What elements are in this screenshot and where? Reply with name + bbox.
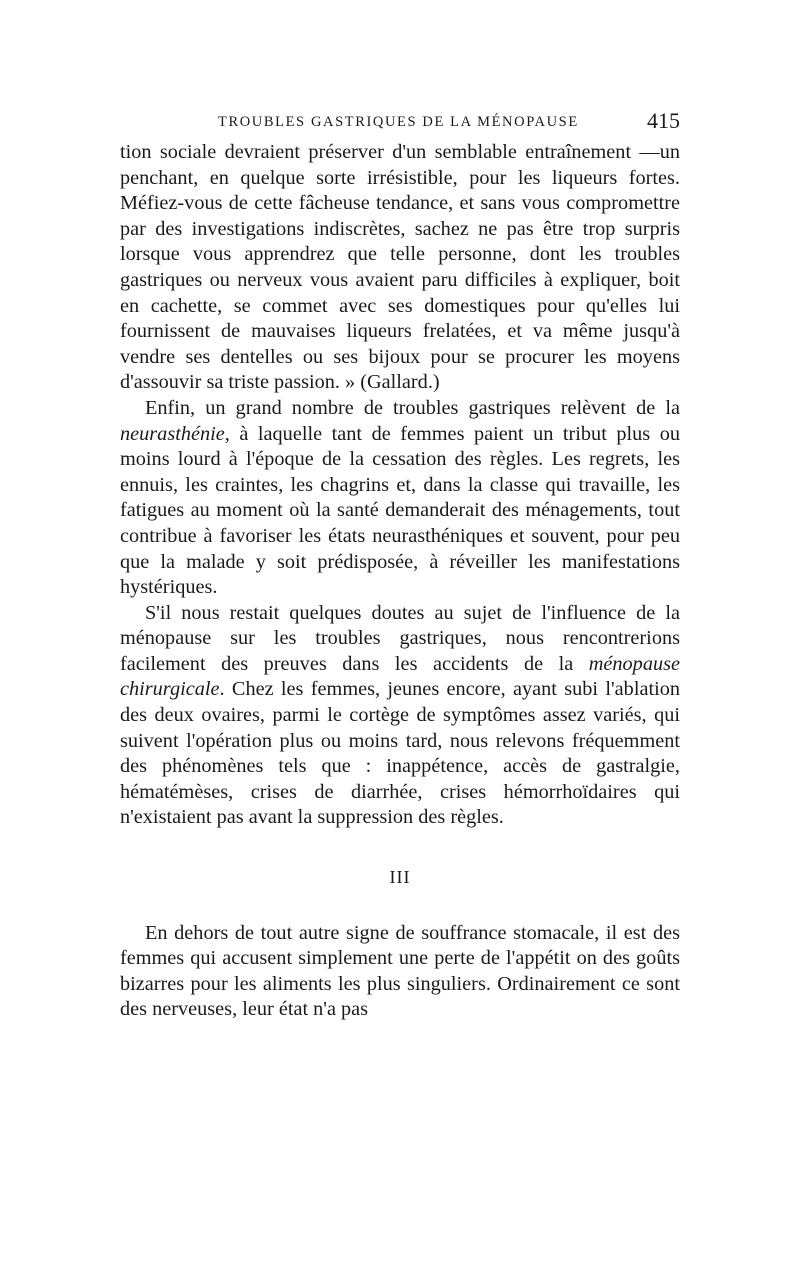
section-heading: III — [389, 867, 411, 888]
italic-term: neurasthénie — [120, 422, 225, 445]
running-title: TROUBLES GASTRIQUES DE LA MÉNOPAUSE — [218, 114, 579, 130]
paragraph-appetit: En dehors de tout autre signe de souffrance stomacale, il est des femmes qui accusent simplement une perte de l'appétit on des goûts bizarres pour les aliments les plus singuliers. Ordinairement ce sont des nerveuses, leur état n'a pas — [120, 921, 680, 1021]
paragraph-neurasthenie — [120, 396, 680, 601]
body-text — [120, 140, 680, 1023]
running-head — [120, 108, 680, 140]
paragraph-continuation: tion sociale devraient préserver d'un semblable entraînement —un penchant, en quelque sorte irrésistible, pour les liqueurs fortes. Méfiez-vous de cette fâcheuse tendance, et sans vous compromettre par des investigations indiscrètes, sachez ne pas être trop surpris lorsque vous apprendrez que telle personne, dont les troubles gastriques ou nerveux vous avaient paru difficiles à expliquer, boit en cachette, se commet avec ses domestiques pour qu'elles lui fournissent de mauvaises liqueurs frelatées, et va même jusqu'à vendre ses dentelles ou ses bijoux pour se procurer les moyens d'assouvir sa triste passion. » (Gallard.) — [120, 141, 680, 394]
paragraph-text: Enfin, un grand nombre de troubles gastriques relèvent de la — [145, 396, 680, 419]
page-number: 415 — [647, 108, 680, 133]
italic-term: ménopause chirurgicale — [120, 652, 680, 701]
paragraph-text: . Chez les femmes, jeunes encore, ayant subi l'ablation des deux ovaires, parmi le cortège de symptômes assez variés, qui suivent l'opération plus ou moins tard, nous relevons fréquemment des phénomènes tels que : inappétence, accès de gastralgie, hématémèses, crises de diarrhée, crises hémorrhoïdaires qui n'existaient pas avant la suppression des règles. — [120, 678, 680, 829]
paragraph-text: S'il nous restait quelques doutes au sujet de l'influence de la ménopause sur les troubles gastriques, nous rencontrerions facilement des preuves dans les accidents de la — [120, 601, 680, 675]
paragraph-text: , à laquelle tant de femmes paient un tribut plus ou moins lourd à l'époque de la cessation des règles. Les regrets, les ennuis, les craintes, les chagrins et, dans la classe qui travaille, les fatigues au moment où la santé demanderait des ménagements, tout contribue à favoriser les états neurasthéniques et souvent, pour peu que la malade y soit prédisposée, à réveiller les manifestations hystériques. — [120, 422, 680, 599]
paragraph-menopause-chirurgicale — [120, 601, 680, 831]
book-page — [120, 108, 680, 1023]
